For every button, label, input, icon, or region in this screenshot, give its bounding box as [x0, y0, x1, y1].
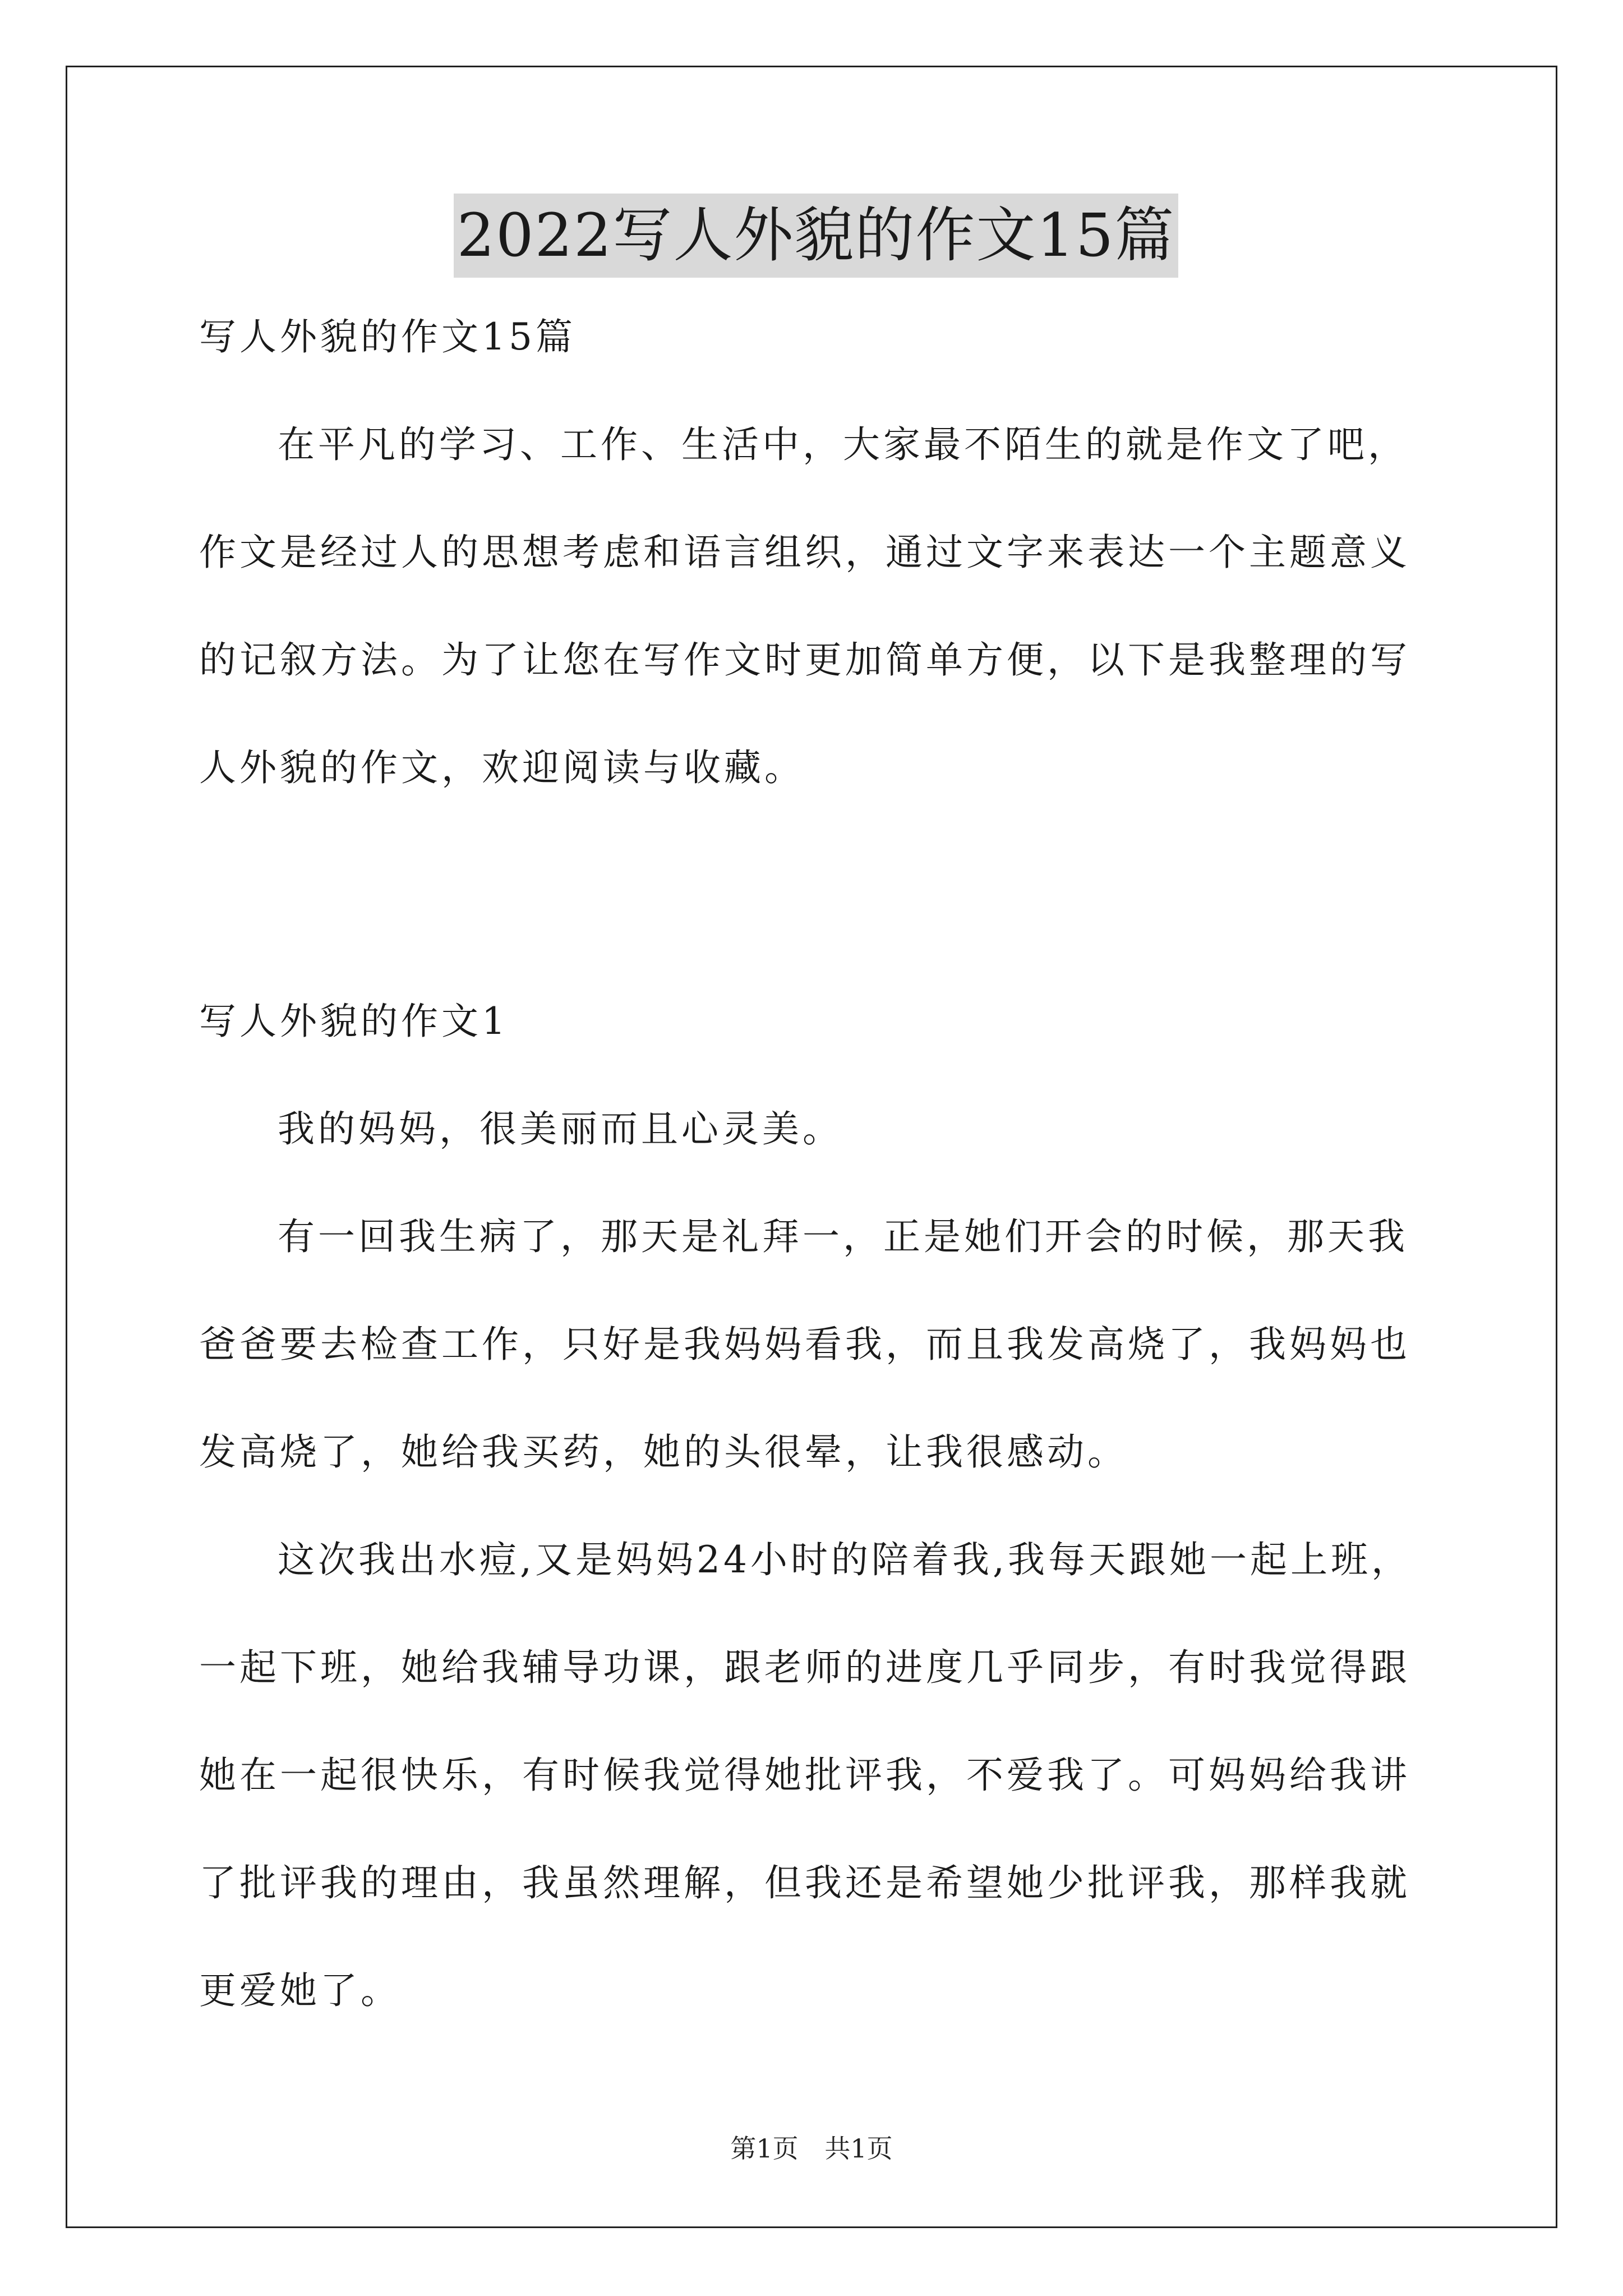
intro-block	[199, 283, 1433, 822]
title-wrap	[199, 194, 1433, 278]
page-footer	[0, 2132, 1623, 2165]
intro-paragraph: 在平凡的学习、工作、生活中，大家最不陌生的就是作文了吧，作文是经过人的思想考虑和语言组织，通过文字来表达一个主题意义的记叙方法。为了让您在写作文时更加简单方便，以下是我整理的写人外貌的作文，欢迎阅读与收藏。	[199, 423, 1410, 789]
subtitle: 写人外貌的作文15篇	[199, 315, 576, 358]
section-1-paragraph-2: 有一回我生病了，那天是礼拜一，正是她们开会的时候，那天我爸爸要去检查工作，只好是我妈妈看我，而且我发高烧了，我妈妈也发高烧了，她给我买药，她的头很晕，让我很感动。	[199, 1215, 1410, 1474]
page-number-total: 共1页	[824, 2133, 893, 2164]
section-1-paragraph-1: 我的妈妈，很美丽而且心灵美。	[278, 1107, 843, 1151]
section-1-paragraph-3: 这次我出水痘,又是妈妈24小时的陪着我,我每天跟她一起上班，一起下班，她给我辅导功课，跟老师的进度几乎同步，有时我觉得跟她在一起很快乐，有时候我觉得她批评我，不爱我了。可妈妈给我讲了批评我的理由，我虽然理解，但我还是希望她少批评我，那样我就更爱她了。	[199, 1538, 1412, 2012]
section-1	[199, 968, 1433, 2045]
section-1-heading: 写人外貌的作文1	[199, 1000, 509, 1043]
page-number-current: 第1页	[730, 2133, 799, 2164]
document-title: 2022写人外貌的作文15篇	[454, 194, 1179, 278]
